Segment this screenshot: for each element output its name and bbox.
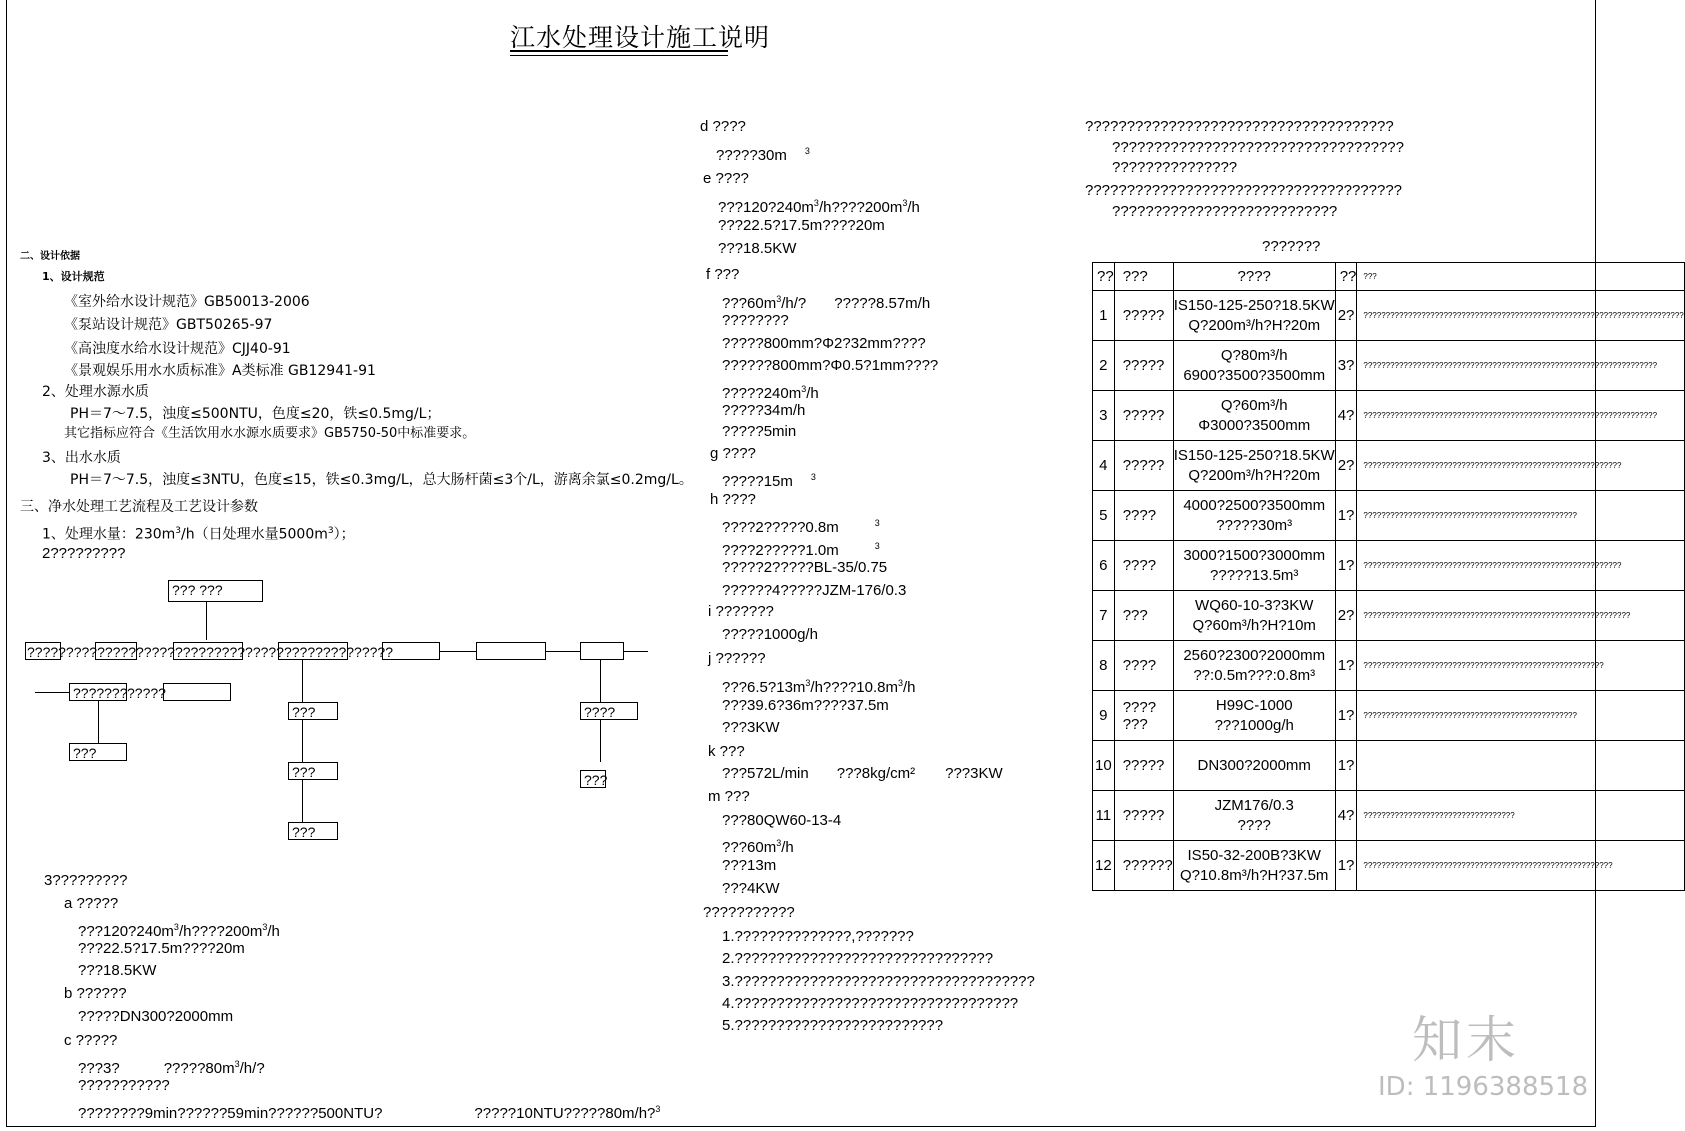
paragraph-1b: ???????????????????????????????????: [1112, 139, 1404, 156]
row-number: 11: [1093, 791, 1115, 841]
row-number: 4: [1093, 441, 1115, 491]
flow-arrow: [302, 720, 303, 762]
table-row: [1093, 291, 1685, 341]
paragraph-2b: ???????????????????????????: [1112, 203, 1338, 220]
flow-arrow: [624, 651, 648, 652]
flow-arrow: [600, 720, 601, 762]
section-3-1: 1、处理水量：$230m^3/h$（日处理水量$5000m^3$）；: [42, 526, 355, 543]
norm-4: 《景观娱乐用水水质标准》A类标准 GB12941-91: [64, 363, 376, 379]
item-j-1: $???6.5?13m^3/h????10.8m^3/h$: [722, 678, 916, 696]
flow-arrow: [302, 660, 303, 702]
equipment-spec: [1173, 641, 1335, 691]
spec-line-1: 4000?2500?3500mm: [1183, 496, 1326, 514]
flow-box-end-1: ????: [580, 702, 638, 720]
spec-line-1: JZM176/0.3: [1214, 796, 1294, 814]
section-2-heading: 二、设计依据: [20, 251, 80, 262]
equipment-name: ????: [1114, 641, 1173, 691]
quantity: 1?: [1335, 691, 1357, 741]
remarks: ??????????????????????????????????????????????????????????????????: [1357, 341, 1684, 391]
equipment-name: ?????: [1114, 391, 1173, 441]
equipment-name: ?????: [1114, 741, 1173, 791]
flow-arrow: [440, 651, 476, 652]
spec-line-1: Q?60m³/h: [1220, 396, 1288, 414]
norm-2: 《泵站设计规范》GBT50265-97: [64, 317, 273, 333]
row-number: 2: [1093, 341, 1115, 391]
spec-line-2: Φ3000?3500mm: [1198, 416, 1311, 434]
equipment-spec: [1173, 391, 1335, 441]
flow-arrow: [35, 692, 69, 693]
equipment-name: ?????: [1114, 791, 1173, 841]
spec-line-2: ?????30m³: [1216, 516, 1293, 534]
item-m-2: $???60m^3/h$: [722, 838, 794, 856]
item-f-5: $?????240m^3/h$: [722, 384, 819, 402]
item-c-2: ???????????: [78, 1077, 170, 1094]
table-header-cell: ??: [1335, 263, 1357, 291]
item-m-1: ???80QW60-13-4: [722, 812, 842, 829]
item-e-3: ???18.5KW: [718, 240, 797, 257]
item-b-1: ?????DN300?2000mm: [78, 1008, 234, 1025]
flow-arrow: [546, 651, 580, 652]
flow-box-7: [580, 642, 624, 660]
item-e-1: $???120?240m^3/h????200m^3/h$: [718, 198, 920, 216]
equipment-spec: [1173, 591, 1335, 641]
title-underline: [510, 50, 728, 52]
equipment-name: ?????: [1114, 441, 1173, 491]
equipment-spec: [1173, 541, 1335, 591]
item-f-1: $???60m^3/h/$? ?????8.57m/h: [722, 294, 931, 312]
row-number: 7: [1093, 591, 1115, 641]
item-k-heading: k ???: [708, 743, 745, 760]
item-m-heading: m ???: [708, 788, 750, 805]
title-underline-thin: [510, 55, 728, 56]
item-h-1: ????2?????0.8m $^3$: [722, 518, 880, 536]
remarks: ??????????????????????????????????????????????????????: [1357, 641, 1684, 691]
table-row: [1093, 841, 1685, 891]
item-f-7: ?????5min: [722, 423, 797, 440]
item-f-2: ????????: [722, 312, 789, 329]
equipment-spec: [1173, 491, 1335, 541]
table-row: [1093, 391, 1685, 441]
item-k-1: ???572L/min ???8kg/cm² ???3KW: [722, 765, 1003, 782]
row-number: 3: [1093, 391, 1115, 441]
table-title: ???????: [1262, 238, 1321, 255]
row-number: 5: [1093, 491, 1115, 541]
flow-box-sludge-2: ???: [288, 762, 338, 780]
equipment-spec: [1173, 691, 1335, 741]
note-1: 1.??????????????,???????: [722, 928, 914, 945]
remarks: [1357, 741, 1684, 791]
item-h-3: ?????2?????BL-35/0.75: [722, 559, 888, 576]
table-row: [1093, 541, 1685, 591]
item-c-3: ????????9min??????59min??????500NTU? ?????10NTU?????80m/h?$^3$: [78, 1104, 661, 1122]
flow-label-dosing: ?????: [127, 685, 166, 701]
table-row: [1093, 741, 1685, 791]
flow-box-intake: ??? ???: [168, 580, 263, 602]
quantity: 3?: [1335, 341, 1357, 391]
item-d-heading: d ????: [700, 118, 746, 135]
item-f-6: ?????34m/h: [722, 402, 806, 419]
flow-box-6: [476, 642, 546, 660]
item-c-1: ???3? $?????80m^3/h/$?: [78, 1059, 265, 1077]
equipment-spec: [1173, 441, 1335, 491]
quantity: 2?: [1335, 291, 1357, 341]
flow-box-dosing-2: [163, 683, 231, 701]
spec-line-1: 2560?2300?2000mm: [1183, 646, 1326, 664]
item-m-4: ???4KW: [722, 880, 780, 897]
table-header-cell: ???: [1114, 263, 1173, 291]
equipment-name: ??????: [1114, 841, 1173, 891]
spec-line-2: Q?10.8m³/h?H?37.5m: [1180, 866, 1329, 884]
table-header-row: [1093, 263, 1685, 291]
flow-arrow: [98, 701, 99, 743]
table-row: [1093, 341, 1685, 391]
spec-line-2: ????: [1237, 816, 1271, 834]
note-2: 2.???????????????????????????????: [722, 950, 994, 967]
item-c-heading: c ?????: [64, 1032, 118, 1049]
table-header-cell: ????: [1173, 263, 1335, 291]
equipment-spec: [1173, 741, 1335, 791]
item-a-1: $???120?240m^3/h????200m^3/h$: [78, 922, 280, 940]
remarks: ??????????????????????????????????????????????????????????: [1357, 441, 1684, 491]
norm-3: 《高浊度水给水设计规范》CJJ40-91: [64, 341, 291, 357]
remarks: ??????????????????????????????????????????????????????????: [1357, 541, 1684, 591]
item-j-heading: j ??????: [708, 650, 766, 667]
spec-line-2: Q?200m³/h?H?20m: [1188, 316, 1321, 334]
item-h-4: ??????4?????JZM-176/0.3: [722, 582, 907, 599]
paragraph-1a: ?????????????????????????????????????: [1085, 118, 1394, 135]
item-a-3: ???18.5KW: [78, 962, 157, 979]
note-5: 5.?????????????????????????: [722, 1017, 944, 1034]
row-number: 9: [1093, 691, 1115, 741]
spec-line-1: IS50-32-200B?3KW: [1187, 846, 1321, 864]
quantity: 1?: [1335, 491, 1357, 541]
section-2-1: 1、设计规范: [42, 270, 105, 283]
item-j-2: ???39.6?36m????37.5m: [722, 697, 889, 714]
equipment-spec: [1173, 791, 1335, 841]
equipment-spec: [1173, 841, 1335, 891]
row-number: 8: [1093, 641, 1115, 691]
paragraph-2a: ??????????????????????????????????????: [1085, 182, 1403, 199]
spec-line-1: IS150-125-250?18.5KW: [1173, 296, 1335, 314]
item-i-1: ?????1000g/h: [722, 626, 818, 643]
remarks: ??????????????????????????????????????????????????????????????????: [1357, 391, 1684, 441]
remarks: ????????????????????????????????????????????????????????: [1357, 841, 1684, 891]
item-g-heading: g ????: [710, 445, 756, 462]
remarks: ????????????????????????????????????????????????: [1357, 691, 1684, 741]
table-row: [1093, 791, 1685, 841]
equipment-name: ????: [1114, 491, 1173, 541]
equipment-name: ???? ???: [1114, 691, 1173, 741]
output-quality: PH＝7～7.5，浊度≤3NTU，色度≤15，铁≤0.3mg/L，总大肠杆菌≤3个/L，游离余氯≤0.2mg/L。: [70, 472, 693, 488]
equipment-name: ?????: [1114, 341, 1173, 391]
flow-box-3: [173, 642, 243, 660]
remarks: ????????????????????????????????????????????????????????????????????????: [1357, 291, 1684, 341]
quantity: 1?: [1335, 541, 1357, 591]
spec-line-2: Q?200m³/h?H?20m: [1188, 466, 1321, 484]
item-h-heading: h ????: [710, 491, 756, 508]
note-3: 3.????????????????????????????????????: [722, 973, 1035, 990]
item-a-2: ???22.5?17.5m????20m: [78, 940, 245, 957]
section-2-3: 3、出水水质: [42, 450, 121, 466]
section-2-2: 2、处理水源水质: [42, 384, 149, 400]
equipment-table: [1092, 262, 1685, 891]
spec-line-1: 3000?1500?3000mm: [1183, 546, 1326, 564]
source-quality-2: 其它指标应符合《生活饮用水水源水质要求》GB5750-50中标准要求。: [64, 426, 476, 441]
quantity: 1?: [1335, 841, 1357, 891]
item-i-heading: i ???????: [708, 603, 774, 620]
section-3-3: 3?????????: [44, 872, 128, 889]
spec-line-2: ?????13.5m³: [1210, 566, 1299, 584]
table-row: [1093, 591, 1685, 641]
table-header-cell: ??: [1093, 263, 1115, 291]
flow-arrow: [600, 660, 601, 702]
flow-box-chem: ???: [69, 743, 127, 761]
item-m-3: ???13m: [722, 857, 777, 874]
remarks: ??????????????????????????????????: [1357, 791, 1684, 841]
item-d-1: ?????30m $^3$: [716, 146, 810, 164]
row-number: 12: [1093, 841, 1115, 891]
item-e-2: ???22.5?17.5m????20m: [718, 217, 885, 234]
remarks: ????????????????????????????????????????????????: [1357, 491, 1684, 541]
remarks: ????????????????????????????????????????????????????????????: [1357, 591, 1684, 641]
flow-label-main: ???????????????????????????????????????????????: [27, 644, 393, 660]
item-j-3: ???3KW: [722, 719, 780, 736]
brand-logo: 知末: [1412, 1011, 1520, 1069]
spec-line-2: ???1000g/h: [1214, 716, 1294, 734]
flow-box-dosing: ???????: [69, 683, 127, 701]
flow-box-5: [382, 642, 440, 660]
section-3-2: 2?????????: [42, 545, 126, 562]
item-a-heading: a ?????: [64, 895, 119, 912]
spec-line-1: H99C-1000: [1215, 696, 1293, 714]
source-quality-1: PH＝7～7.5，浊度≤500NTU，色度≤20，铁≤0.5mg/L；: [70, 406, 441, 422]
quantity: 1?: [1335, 641, 1357, 691]
flow-arrow: [206, 602, 207, 640]
page-title: 江水处理设计施工说明: [510, 23, 771, 52]
quantity: 2?: [1335, 591, 1357, 641]
table-header-cell: ???: [1357, 263, 1684, 291]
equipment-spec: [1173, 341, 1335, 391]
row-number: 6: [1093, 541, 1115, 591]
item-f-4: ??????800mm?Φ0.5?1mm????: [722, 357, 939, 374]
flow-box-sludge-3: ???: [288, 822, 338, 840]
spec-line-2: ??:0.5m???:0.8m³: [1193, 666, 1316, 684]
item-f-heading: f ???: [706, 266, 740, 283]
norm-1: 《室外给水设计规范》GB50013-2006: [64, 294, 310, 310]
item-h-2: ????2?????1.0m $^3$: [722, 541, 880, 559]
flow-arrow: [302, 780, 303, 822]
quantity: 2?: [1335, 441, 1357, 491]
item-g-1: ?????15m $^3$: [722, 472, 816, 490]
row-number: 10: [1093, 741, 1115, 791]
item-f-3: ?????800mm?Φ2?32mm????: [722, 335, 926, 352]
spec-line-1: IS150-125-250?18.5KW: [1173, 446, 1335, 464]
spec-line-2: 6900?3500?3500mm: [1183, 366, 1326, 384]
table-row: [1093, 641, 1685, 691]
note-4: 4.??????????????????????????????????: [722, 995, 1019, 1012]
equipment-name: ????: [1114, 541, 1173, 591]
equipment-name: ?????: [1114, 291, 1173, 341]
quantity: 4?: [1335, 791, 1357, 841]
spec-line-1: DN300?2000mm: [1197, 756, 1311, 774]
row-number: 1: [1093, 291, 1115, 341]
equipment-spec: [1173, 291, 1335, 341]
notes-heading: ???????????: [703, 904, 795, 921]
quantity: 4?: [1335, 391, 1357, 441]
item-b-heading: b ??????: [64, 985, 127, 1002]
flow-box-4: [278, 642, 348, 660]
table-row: [1093, 441, 1685, 491]
flow-box-2: [95, 642, 137, 660]
paragraph-1c: ???????????????: [1112, 159, 1238, 176]
quantity: 1?: [1335, 741, 1357, 791]
flow-box-sludge-1: ???: [288, 702, 338, 720]
spec-line-1: Q?80m³/h: [1220, 346, 1288, 364]
flow-box-end-2: ???: [580, 770, 606, 788]
equipment-name: ???: [1114, 591, 1173, 641]
table-row: [1093, 691, 1685, 741]
item-e-heading: e ????: [703, 170, 749, 187]
table-row: [1093, 491, 1685, 541]
spec-line-2: Q?60m³/h?H?10m: [1192, 616, 1316, 634]
section-3-heading: 三、净水处理工艺流程及工艺设计参数: [20, 499, 258, 515]
brand-id: ID: 1196388518: [1378, 1072, 1589, 1102]
spec-line-1: WQ60-10-3?3KW: [1195, 596, 1314, 614]
